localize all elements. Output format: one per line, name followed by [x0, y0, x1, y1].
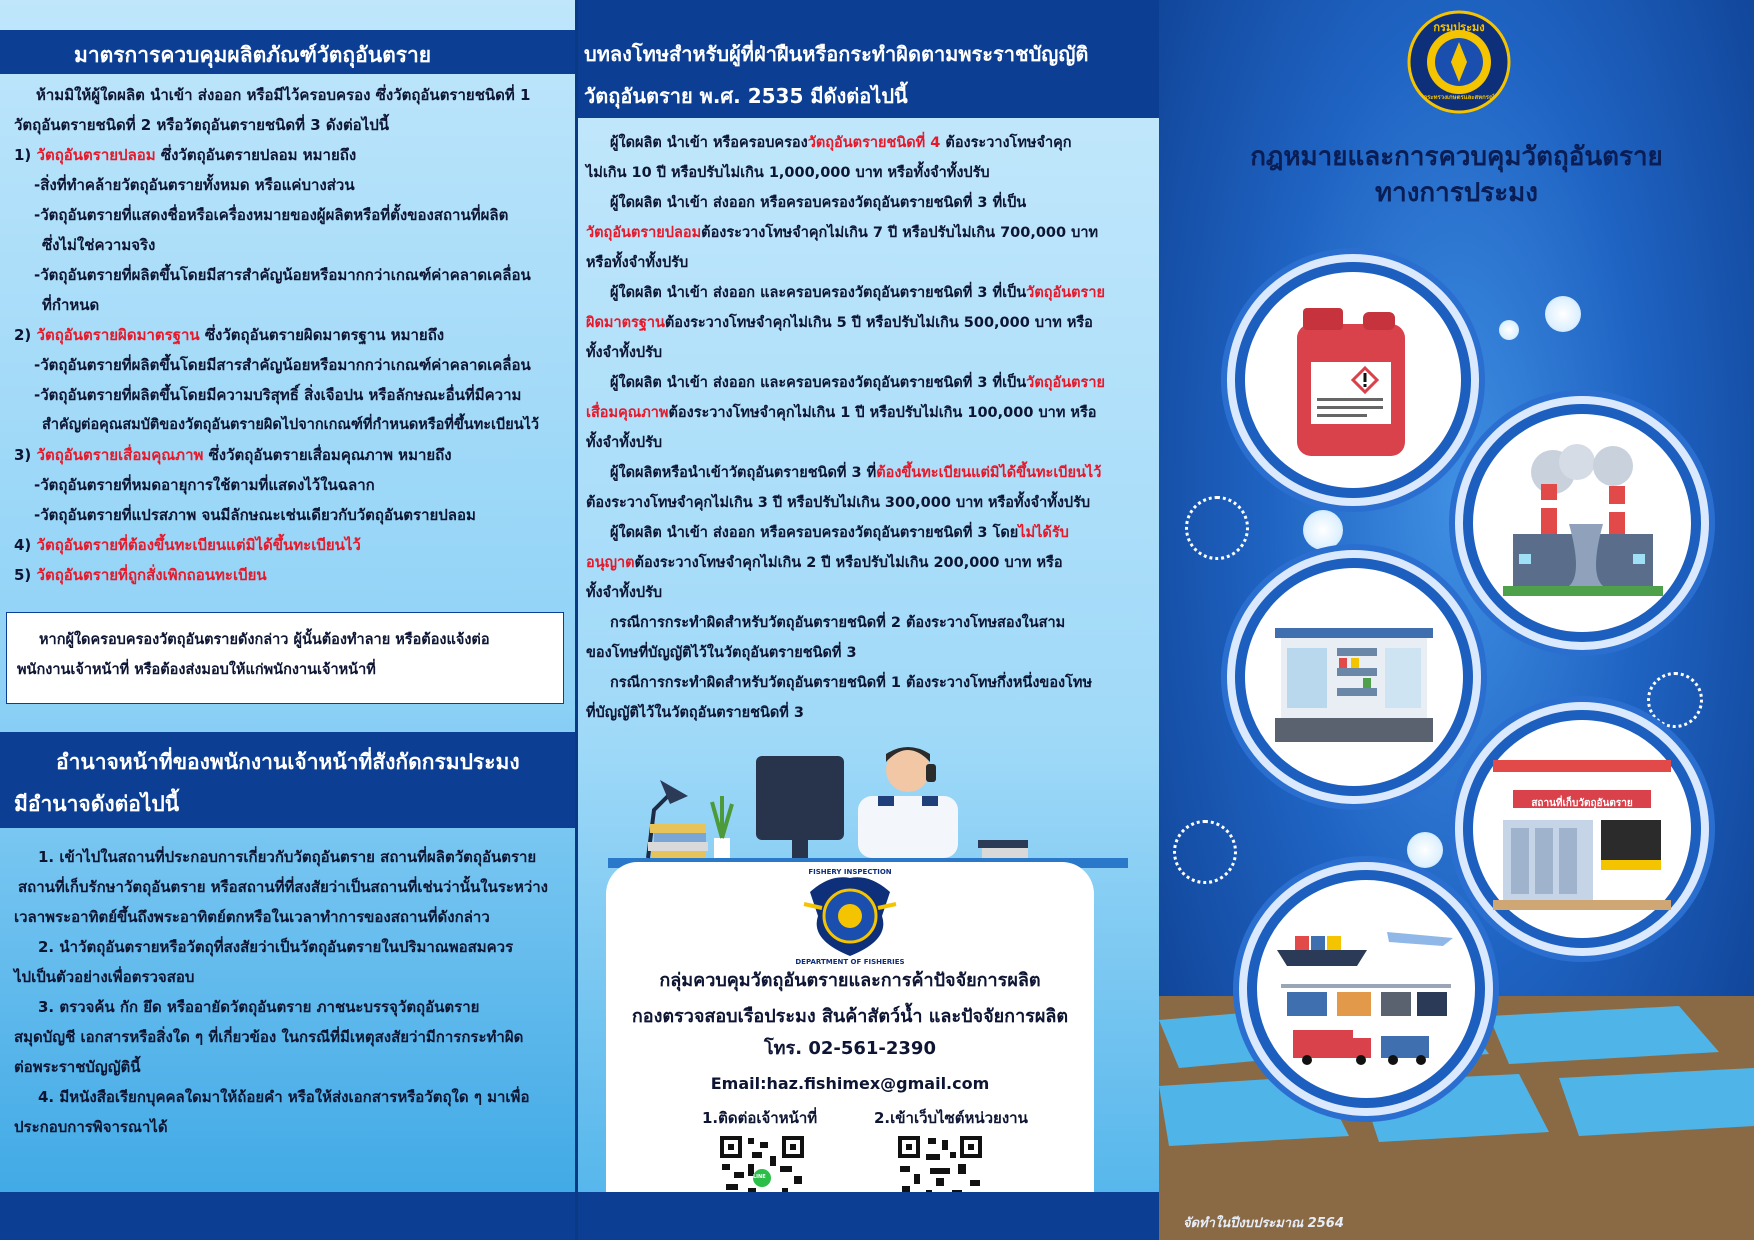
- circle-storage: [1463, 710, 1701, 948]
- penalties-heading: วัตถุอันตราย พ.ศ. 2535 มีดังต่อไปนี้: [584, 84, 908, 108]
- shop-shelves-icon: [1245, 568, 1463, 786]
- factory-icon: [1473, 414, 1691, 632]
- hazard-storage-icon: [1473, 720, 1691, 938]
- duty-line: 1. เข้าไปในสถานที่ประกอบการเกี่ยวกับวัตถุอันตราย สถานที่ผลิตวัตถุอันตราย: [38, 848, 537, 866]
- duty-line: สมุดบัญชี เอกสารหรือสิ่งใด ๆ ที่เกี่ยวข้อง ในกรณีที่มีเหตุสงสัยว่ามีการกระทำผิด: [14, 1028, 524, 1046]
- contact-card: [606, 862, 1094, 1240]
- panel2-bottom-bar: [578, 1192, 1159, 1240]
- list-subitem: -สิ่งที่ทำคล้ายวัตถุอันตรายทั้งหมด หรือแค่บางส่วน: [34, 176, 355, 194]
- list-item: 5) วัตถุอันตรายที่ถูกสั่งเพิกถอนทะเบียน: [14, 566, 267, 584]
- notice-line: พนักงานเจ้าหน้าที่ หรือต้องส่งมอบให้แก่พนักงานเจ้าหน้าที่: [17, 662, 376, 678]
- control-measures-header: [0, 30, 575, 74]
- duty-line: ประกอบการพิจารณาได้: [14, 1118, 168, 1136]
- officer-desk-illustration: [608, 740, 1128, 870]
- authority-heading: มีอำนาจดังต่อไปนี้: [14, 792, 180, 816]
- control-measures-heading: มาตรการควบคุมผลิตภัณฑ์วัตถุอันตราย: [74, 43, 432, 67]
- list-subitem: -วัตถุอันตรายที่ผลิตขึ้นโดยมีสารสำคัญน้อยหรือมากกว่าเกณฑ์ค่าคลาดเคลื่อน: [34, 266, 531, 284]
- qr-label-website: 2.เข้าเว็บไซต์หน่วยงาน: [874, 1109, 1028, 1127]
- list-subitem: -วัตถุอันตรายที่แสดงชื่อหรือเครื่องหมายของผู้ผลิตหรือที่ตั้งของสถานที่ผลิต: [34, 206, 509, 224]
- notice-line: หากผู้ใดครอบครองวัตถุอันตรายดังกล่าว ผู้นั้นต้องทำลาย หรือต้องแจ้งต่อ: [39, 632, 490, 648]
- panel-control-measures: [0, 0, 578, 1240]
- contact-phone: โทร. 02-561-2390: [764, 1038, 936, 1059]
- bubble-decoration: [1499, 320, 1519, 340]
- fishery-inspection-badge-icon: [800, 874, 900, 958]
- authority-heading: อำนาจหน้าที่ของพนักงานเจ้าหน้าที่สังกัดกรมประมง: [56, 750, 520, 774]
- circle-chemical-container: [1235, 262, 1471, 498]
- logo-bottom-text: กระทรวงเกษตรและสหกรณ์: [1423, 94, 1495, 101]
- duty-line: ไปเป็นตัวอย่างเพื่อตรวจสอบ: [14, 968, 195, 986]
- list-item: 1) วัตถุอันตรายปลอม ซึ่งวัตถุอันตรายปลอม หมายถึง: [14, 146, 357, 164]
- panel1-bottom-bar: [0, 1192, 575, 1240]
- bubble-decoration: [1303, 510, 1343, 550]
- list-subitem: -วัตถุอันตรายที่ผลิตขึ้นโดยมีความบริสุทธิ์ สิ่งเจือปน หรือลักษณะอื่นที่มีความ: [34, 386, 522, 404]
- duty-line: 2. นำวัตถุอันตรายหรือวัตถุที่สงสัยว่าเป็นวัตถุอันตรายในปริมาณพอสมควร: [38, 938, 514, 956]
- monitor-icon: [756, 756, 844, 858]
- dotted-ring-decoration: [1173, 820, 1237, 884]
- control-measures-body: [14, 80, 574, 590]
- chemical-container-icon: [1245, 272, 1461, 488]
- contact-email[interactable]: Email:haz.fishimex@gmail.com: [710, 1074, 990, 1093]
- list-subitem: ที่กำหนด: [42, 296, 100, 314]
- list-subitem: -วัตถุอันตรายที่ผลิตขึ้นโดยมีสารสำคัญน้อยหรือมากกว่าเกณฑ์ค่าคลาดเคลื่อน: [34, 356, 531, 374]
- list-subitem: สำคัญต่อคุณสมบัติของวัตถุอันตรายผิดไปจากเกณฑ์ที่กำหนดหรือที่ขึ้นทะเบียนไว้: [42, 417, 540, 433]
- logistics-transport-icon: [1257, 880, 1475, 1098]
- books-icon: [648, 824, 708, 858]
- fiscal-year-footer: จัดทำในปีงบประมาณ 2564: [1183, 1216, 1344, 1231]
- list-subitem: -วัตถุอันตรายที่แปรสภาพ จนมีลักษณะเช่นเดียวกับวัตถุอันตรายปลอม: [34, 506, 476, 524]
- list-subitem: -วัตถุอันตรายที่หมดอายุการใช้ตามที่แสดงไว้ในฉลาก: [34, 476, 375, 494]
- duty-line: สถานที่เก็บรักษาวัตถุอันตราย หรือสถานที่ที่สงสัยว่าเป็นสถานที่เช่นว่านั้นในระหว่าง: [18, 878, 549, 896]
- logo-top-text: กรมประมง: [1433, 21, 1485, 34]
- list-item: 4) วัตถุอันตรายที่ต้องขึ้นทะเบียนแต่มิได้ขึ้นทะเบียนไว้: [14, 536, 361, 554]
- list-item: 3) วัตถุอันตรายเสื่อมคุณภาพ ซึ่งวัตถุอันตรายเสื่อมคุณภาพ หมายถึง: [14, 446, 452, 464]
- list-subitem: ซึ่งไม่ใช่ความจริง: [42, 236, 156, 254]
- duty-line: 4. มีหนังสือเรียกบุคคลใดมาให้ถ้อยคำ หรือให้ส่งเอกสารหรือวัตถุใด ๆ มาเพื่อ: [38, 1088, 530, 1106]
- bubble-decoration: [1545, 296, 1581, 332]
- badge-bottom-text: DEPARTMENT OF FISHERIES: [795, 958, 905, 966]
- qr-label-contact: 1.ติดต่อเจ้าหน้าที่: [702, 1109, 818, 1127]
- storage-sign-text: สถานที่เก็บวัตถุอันตราย: [1531, 798, 1633, 809]
- cover-title: ทางการประมง: [1374, 178, 1538, 208]
- badge-top-text: FISHERY INSPECTION: [808, 868, 892, 876]
- panel-cover: [1159, 0, 1754, 1240]
- duty-line: ต่อพระราชบัญญัตินี้: [14, 1058, 141, 1076]
- circle-logistics: [1247, 870, 1485, 1108]
- books-icon: [978, 840, 1028, 858]
- line-app-icon: LINE: [753, 1174, 766, 1180]
- notice-box: [6, 612, 564, 704]
- dotted-ring-decoration: [1185, 496, 1249, 560]
- officer-icon: [858, 747, 958, 858]
- circle-factory: [1463, 404, 1701, 642]
- authority-body: [14, 842, 576, 1142]
- intro-line: ห้ามมิให้ผู้ใดผลิต นำเข้า ส่งออก หรือมีไว้ครอบครอง ซึ่งวัตถุอันตรายชนิดที่ 1: [36, 86, 531, 104]
- duty-line: 3. ตรวจค้น กัก ยึด หรืออายัดวัตถุอันตราย ภาชนะบรรจุวัตถุอันตราย: [38, 998, 480, 1016]
- penalties-body: ผู้ใดผลิต นำเข้า หรือครอบครองวัตถุอันตรายชนิดที่ 4 ต้องระวางโทษจำคุก ไม่เกิน 10 ปี หรือปรับไม่เกิน 1,000,000 บาท หรือทั้งจำทั้งปรับ ผู้ใดผลิต นำเข้า ส่งออก หรือครอบครองวัตถุอันตรายชนิดที่ 3 ที่เป็น วัตถุอันตรายปลอมต้องระวางโทษจำคุกไม่เกิน 7 ปี หรือปรับไม่เกิน 700,000 บาท หรือทั้งจำทั้งปรับ ผู้ใดผลิต นำเข้า ส่งออก และครอบครองวัตถุอันตรายชนิดที่ 3 ที่เป็นวัตถุอันตราย ผิดมาตรฐานต้องระวางโทษจำคุกไม่เกิน 5 ปี หรือปรับไม่เกิน 500,000 บาท หรือ ทั้งจำทั้งปรับ ผู้ใดผลิต นำเข้า ส่งออก และครอบครองวัตถุอันตรายชนิดที่ 3 ที่เป็นวัตถุอันตราย เสื่อมคุณภาพต้องระวางโทษจำคุกไม่เกิน 1 ปี หรือปรับไม่เกิน 100,000 บาท หรือ ทั้งจำทั้งปรับ ผู้ใดผลิตหรือนำเข้าวัตถุอันตรายชนิดที่ 3 ที่ต้องขึ้นทะเบียนแต่มิได้ขึ้นทะเบียนไว้ ต้องระวางโทษจำคุกไม่เกิน 3 ปี หรือปรับไม่เกิน 300,000 บาท หรือทั้งจำทั้งปรับ ผู้ใดผลิต นำเข้า ส่งออก หรือครอบครองวัตถุอันตรายชนิดที่ 3 โดยไม่ได้รับ อนุญาตต้องระวางโทษจำคุกไม่เกิน 2 ปี หรือปรับไม่เกิน 200,000 บาท หรือ ทั้งจำทั้งปรับ กรณีการกระทำผิดสำหรับวัตถุอันตรายชนิดที่ 2 ต้องระวางโทษสองในสาม ของโทษที่บัญญัติไว้ในวัตถุอันตรายชนิดที่ 3 กรณีการกระทำผิดสำหรับวัตถุอันตรายชนิดที่ 1 ต้องระวางโทษกึ่งหนึ่งของโทษ ที่บัญญัติไว้ในวัตถุอันตรายชนิดที่ 3: [586, 135, 1105, 721]
- penalties-heading: บทลงโทษสำหรับผู้ที่ฝ่าฝืนหรือกระทำผิดตามพระราชบัญญัติ: [584, 42, 1089, 66]
- duty-line: เวลาพระอาทิตย์ขึ้นถึงพระอาทิตย์ตกหรือในเวลาทำการของสถานที่ดังกล่าว: [14, 908, 490, 926]
- contact-unit: กลุ่มควบคุมวัตถุอันตรายและการค้าปัจจัยการผลิต: [659, 970, 1041, 991]
- circle-shop: [1235, 558, 1473, 796]
- intro-line: วัตถุอันตรายชนิดที่ 2 หรือวัตถุอันตรายชนิดที่ 3 ดังต่อไปนี้: [14, 116, 390, 134]
- panel-penalties: [578, 0, 1159, 1240]
- list-item: 2) วัตถุอันตรายผิดมาตรฐาน ซึ่งวัตถุอันตรายผิดมาตรฐาน หมายถึง: [14, 326, 445, 344]
- plant-icon: [712, 796, 732, 858]
- cover-title: กฎหมายและการควบคุมวัตถุอันตราย: [1250, 142, 1663, 172]
- contact-division: กองตรวจสอบเรือประมง สินค้าสัตว์น้ำ และปัจจัยการผลิต: [631, 1006, 1069, 1027]
- bubble-decoration: [1407, 832, 1443, 868]
- penalties-header: [578, 0, 1159, 118]
- authority-header: [0, 732, 575, 828]
